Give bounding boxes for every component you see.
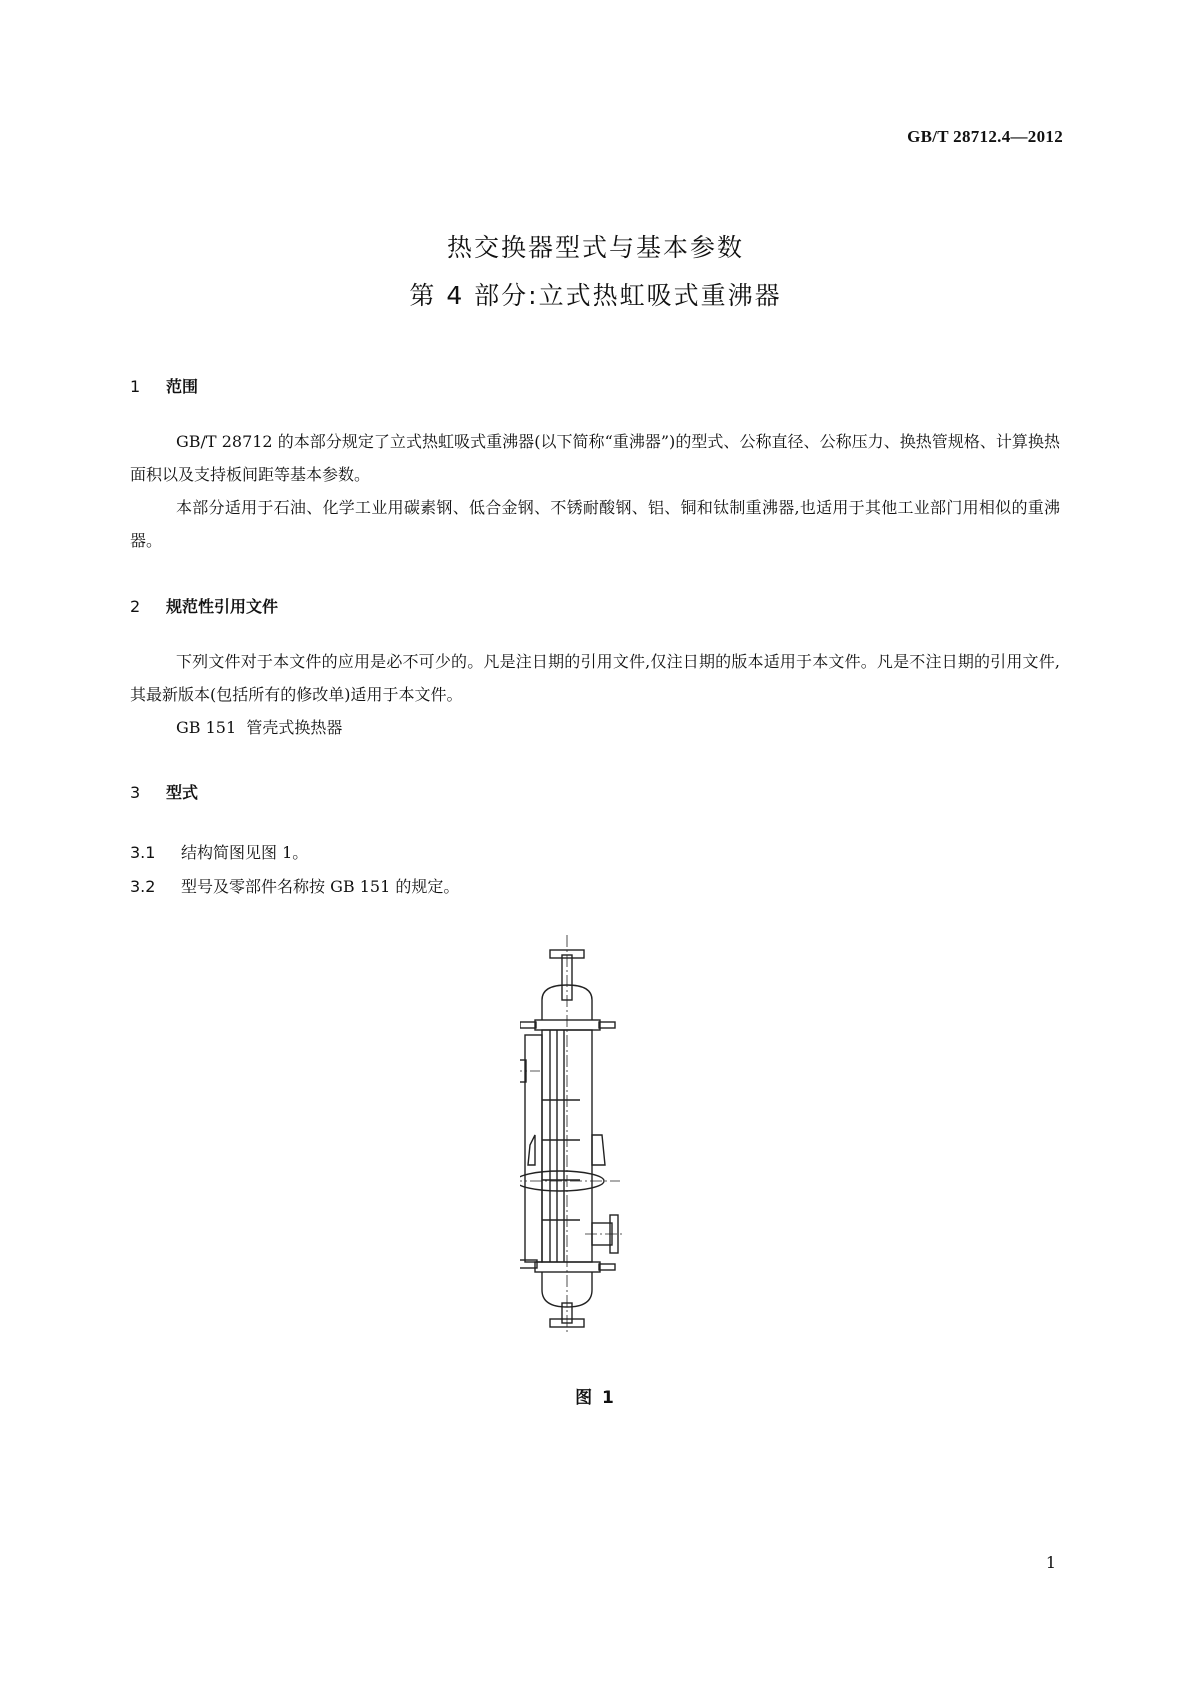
- subsection-text: 型号及零部件名称按 GB 151 的规定。: [181, 877, 460, 896]
- top-right-bolt: [599, 1022, 615, 1028]
- section-number: 1: [130, 377, 141, 396]
- support-lug-left: [528, 1135, 535, 1165]
- section-2-heading: [130, 594, 278, 617]
- section-title: 型式: [166, 783, 199, 802]
- reboiler-diagram: [520, 935, 680, 1335]
- normative-reference: GB 151 管壳式换热器: [176, 718, 343, 737]
- subsection-3-1: [130, 840, 308, 863]
- section-2-paragraph-1: 下列文件对于本文件的应用是必不可少的。凡是注日期的引用文件,仅注日期的版本适用于本文件。凡是不注日期的引用文件,其最新版本(包括所有的修改单)适用于本文件。: [130, 652, 1060, 704]
- subsection-3-2: [130, 874, 459, 897]
- figure-caption: 图 1: [575, 1388, 616, 1408]
- top-tubesheet: [535, 1020, 600, 1030]
- section-number: 3: [130, 783, 141, 802]
- side-channel: [525, 1035, 542, 1262]
- section-1-paragraph-1: GB/T 28712 的本部分规定了立式热虹吸式重沸器(以下简称“重沸器”)的型式、公称直径、公称压力、换热管规格、计算换热面积以及支持板间距等基本参数。: [130, 432, 1060, 484]
- section-title: 范围: [166, 377, 199, 396]
- standard-code: GB/T 28712.4—2012: [907, 127, 1063, 146]
- subsection-number: 3.1: [130, 843, 156, 862]
- section-1-heading: [130, 374, 198, 397]
- subsection-number: 3.2: [130, 877, 156, 896]
- page-number: 1: [1045, 1553, 1056, 1572]
- support-lug-right: [592, 1135, 605, 1165]
- section-1-paragraph-2: 本部分适用于石油、化学工业用碳素钢、低合金钢、不锈耐酸钢、铝、铜和钛制重沸器,也适用于其他工业部门用相似的重沸器。: [130, 498, 1060, 550]
- document-title: 热交换器型式与基本参数: [446, 233, 744, 262]
- section-3-heading: [130, 780, 198, 803]
- bottom-tubesheet: [535, 1262, 600, 1272]
- subsection-text: 结构简图见图 1。: [181, 843, 309, 862]
- document-subtitle: 第 4 部分:立式热虹吸式重沸器: [409, 281, 782, 310]
- top-left-bolt: [520, 1022, 536, 1028]
- bottom-right-bolt: [599, 1264, 615, 1270]
- section-number: 2: [130, 597, 141, 616]
- section-title: 规范性引用文件: [166, 597, 279, 616]
